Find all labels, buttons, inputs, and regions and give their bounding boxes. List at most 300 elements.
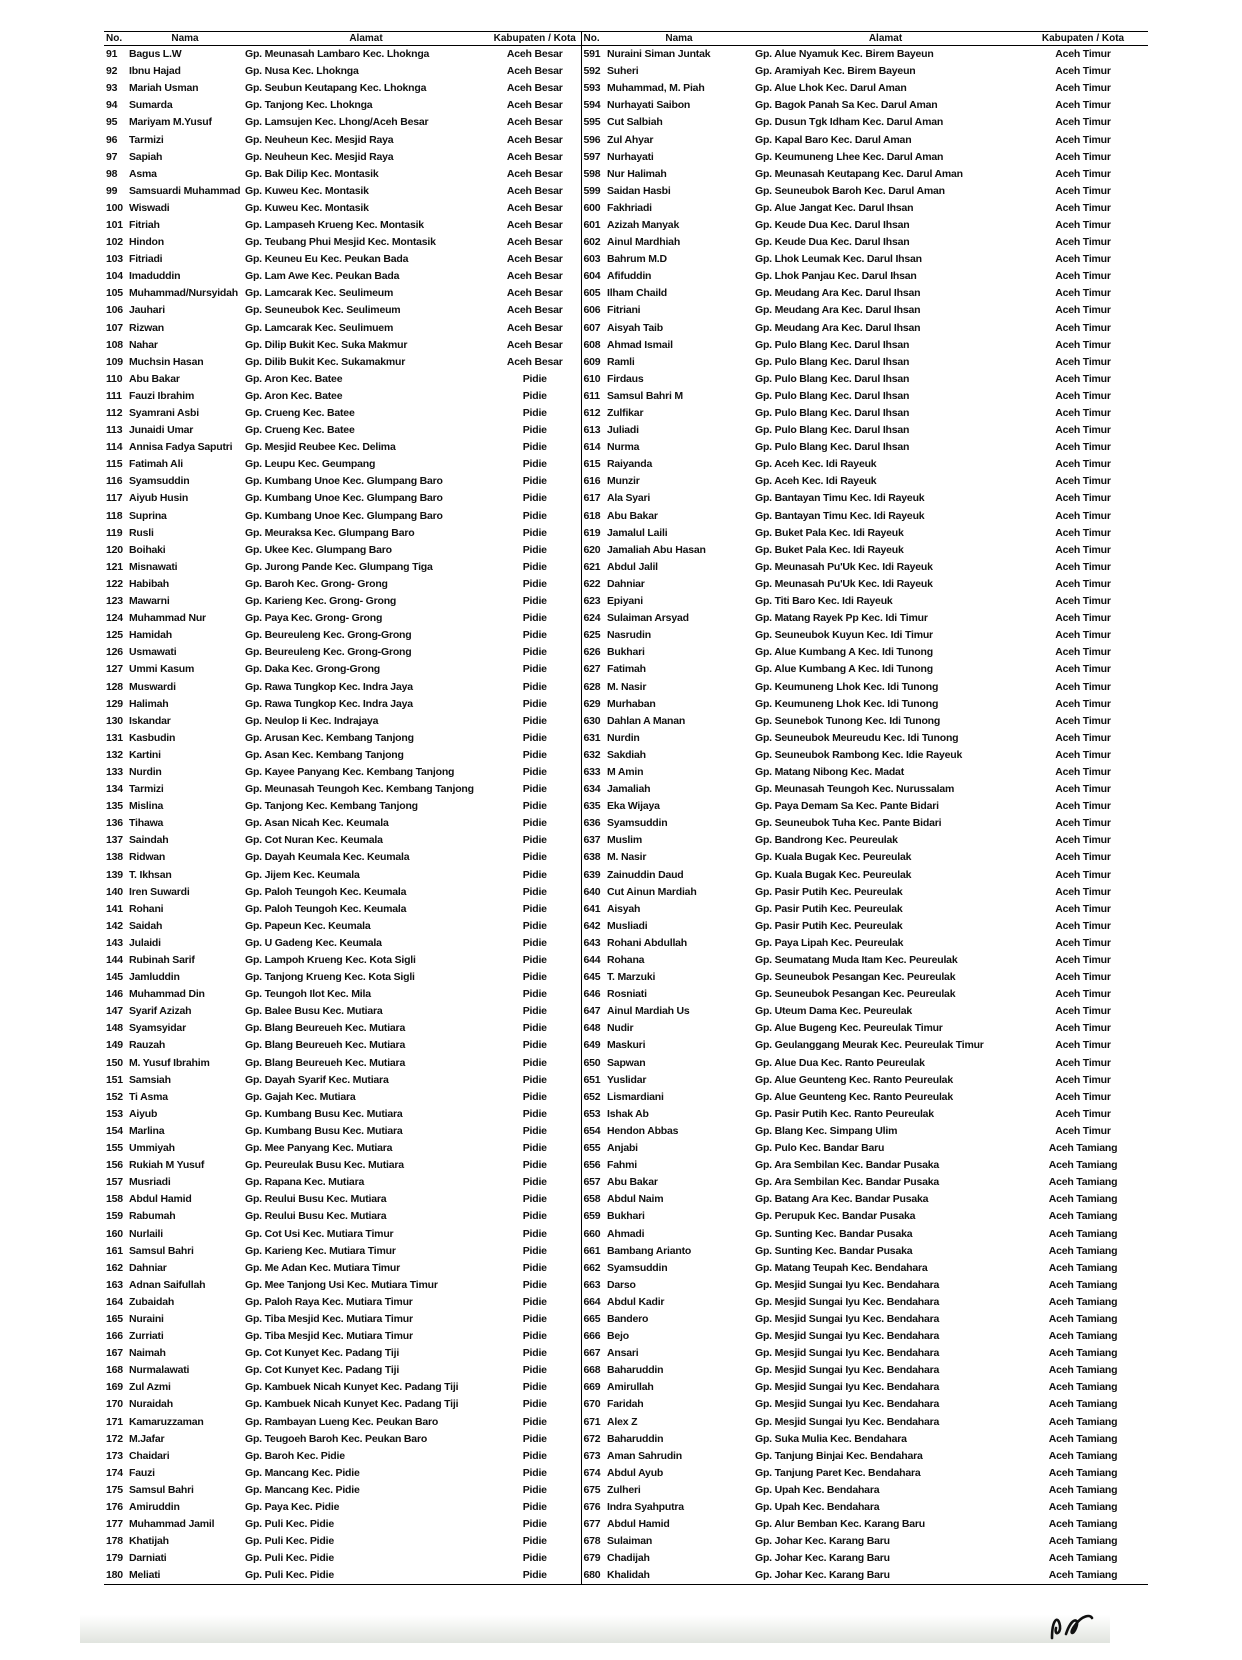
right-regency: Aceh Timur — [1055, 851, 1111, 864]
table-row — [104, 1140, 1148, 1157]
right-person-name: Baharuddin — [607, 1432, 664, 1445]
left-row-number: 132 — [106, 748, 123, 761]
left-regency: Aceh Besar — [489, 302, 581, 319]
left-regency: Aceh Besar — [489, 63, 581, 80]
right-row-number: 668 — [583, 1364, 601, 1377]
left-regency: Pidie — [489, 1311, 581, 1328]
table-row — [104, 1516, 1148, 1533]
right-row-number: 680 — [581, 1567, 605, 1585]
left-row-number: 150 — [106, 1056, 123, 1069]
left-row-number: 91 — [106, 48, 118, 61]
right-person-name: Bejo — [607, 1330, 629, 1343]
right-regency: Aceh Timur — [1055, 954, 1111, 967]
right-address: Gp. Meunasah Teungoh Kec. Nurussalam — [755, 783, 955, 796]
right-address: Gp. Alue Nyamuk Kec. Birem Bayeun — [755, 48, 934, 61]
right-address: Gp. Aceh Kec. Idi Rayeuk — [755, 475, 877, 488]
right-row-number: 606 — [583, 304, 601, 317]
table-row — [104, 1174, 1148, 1191]
right-regency: Aceh Timur — [1055, 800, 1111, 813]
right-row-number: 629 — [583, 697, 601, 710]
right-regency: Aceh Timur — [1055, 663, 1111, 676]
left-address: Gp. Rapana Kec. Mutiara — [245, 1176, 365, 1189]
right-address: Gp. Alue Kumbang A Kec. Idi Tunong — [755, 646, 933, 659]
left-person-name: Ummi Kasum — [129, 663, 195, 676]
left-row-number: 142 — [106, 919, 123, 932]
right-person-name: Bahrum M.D — [607, 253, 667, 266]
right-address: Gp. Paya Demam Sa Kec. Pante Bidari — [755, 800, 939, 813]
table-row — [104, 1294, 1148, 1311]
table-row — [104, 1037, 1148, 1054]
left-regency: Pidie — [489, 1140, 581, 1157]
left-row-number: 167 — [106, 1347, 123, 1360]
left-row-number: 174 — [106, 1466, 123, 1479]
left-row-number: 148 — [106, 1022, 123, 1035]
right-person-name: Nuraini Siman Juntak — [607, 48, 711, 61]
left-person-name: Mariah Usman — [129, 82, 199, 95]
left-address: Gp. Meunasah Teungoh Kec. Kembang Tanjong — [245, 783, 474, 796]
left-person-name: Nuraidah — [129, 1398, 173, 1411]
right-address: Gp. Alue Jangat Kec. Darul Ihsan — [755, 201, 914, 214]
right-regency: Aceh Tamiang — [1048, 1552, 1118, 1565]
right-regency: Aceh Tamiang — [1048, 1415, 1118, 1428]
right-address: Gp. Matang Nibong Kec. Madat — [755, 765, 904, 778]
right-person-name: Sulaiman Arsyad — [607, 612, 689, 625]
left-person-name: Samsul Bahri — [129, 1483, 194, 1496]
right-regency: Aceh Timur — [1055, 355, 1111, 368]
right-regency: Aceh Tamiang — [1048, 1176, 1118, 1189]
table-row — [104, 1003, 1148, 1020]
right-address: Gp. Kapal Baro Kec. Darul Aman — [755, 133, 912, 146]
right-address: Gp. Perupuk Kec. Bandar Pusaka — [755, 1210, 916, 1223]
right-regency: Aceh Tamiang — [1048, 1159, 1118, 1172]
right-row-number: 620 — [583, 543, 601, 556]
right-address: Gp. Alue Kumbang A Kec. Idi Tunong — [755, 663, 933, 676]
right-person-name: Baharuddin — [607, 1364, 664, 1377]
left-address: Gp. Cot Usi Kec. Mutiara Timur — [245, 1227, 394, 1240]
right-address: Gp. Buket Pala Kec. Idi Rayeuk — [755, 526, 904, 539]
right-address: Gp. Tanjung Binjai Kec. Bendahara — [755, 1449, 923, 1462]
left-row-number: 135 — [106, 800, 123, 813]
right-person-name: Fahmi — [607, 1159, 637, 1172]
right-person-name: Nur Halimah — [607, 167, 667, 180]
left-person-name: Aiyub Husin — [129, 492, 189, 505]
left-regency: Pidie — [489, 439, 581, 456]
right-row-number: 594 — [583, 99, 601, 112]
right-row-number: 600 — [583, 201, 601, 214]
left-person-name: Naimah — [129, 1347, 166, 1360]
table-row — [104, 268, 1148, 285]
right-row-number: 630 — [583, 714, 601, 727]
table-row — [104, 1191, 1148, 1208]
left-person-name: Junaidi Umar — [129, 424, 194, 437]
right-row-number: 616 — [583, 475, 601, 488]
left-person-name: Syamsyidar — [129, 1022, 186, 1035]
left-row-number: 141 — [106, 902, 123, 915]
right-person-name: Abdul Kadir — [607, 1295, 665, 1308]
table-row — [104, 46, 1148, 64]
left-row-number: 177 — [106, 1518, 123, 1531]
right-regency: Aceh Tamiang — [1048, 1278, 1118, 1291]
left-address: Gp. Cot Kunyet Kec. Padang Tiji — [245, 1347, 400, 1360]
right-regency: Aceh Timur — [1055, 612, 1111, 625]
left-person-name: Rauzah — [129, 1039, 166, 1052]
left-person-name: Nurdin — [129, 765, 162, 778]
table-row — [104, 849, 1148, 866]
left-regency: Aceh Besar — [489, 149, 581, 166]
left-person-name: Julaidi — [129, 936, 161, 949]
right-address: Gp. Seuneubok Pesangan Kec. Peureulak — [755, 988, 956, 1001]
left-row-number: 94 — [106, 99, 118, 112]
left-row-number: 120 — [106, 543, 123, 556]
left-regency: Pidie — [489, 713, 581, 730]
right-person-name: Bukhari — [607, 1210, 645, 1223]
left-person-name: Iren Suwardi — [129, 885, 190, 898]
left-regency: Pidie — [489, 747, 581, 764]
right-address: Gp. Meunasah Keutapang Kec. Darul Aman — [755, 167, 963, 180]
right-row-number: 650 — [583, 1056, 601, 1069]
left-row-number: 99 — [106, 184, 118, 197]
right-person-name: Abu Bakar — [607, 509, 658, 522]
right-person-name: Bambang Arianto — [607, 1244, 692, 1257]
left-address: Gp. Kayee Panyang Kec. Kembang Tanjong — [245, 765, 455, 778]
right-person-name: Ishak Ab — [607, 1107, 649, 1120]
left-person-name: Nurlaili — [129, 1227, 163, 1240]
left-person-name: Fatimah Ali — [129, 458, 184, 471]
right-address: Gp. Seuneubok Meureudu Kec. Idi Tunong — [755, 731, 959, 744]
table-row — [104, 935, 1148, 952]
left-regency: Pidie — [489, 508, 581, 525]
left-row-number: 161 — [106, 1244, 123, 1257]
right-regency: Aceh Timur — [1055, 1090, 1111, 1103]
left-row-number: 124 — [106, 612, 123, 625]
right-address: Gp. Alue Geunteng Kec. Ranto Peureulak — [755, 1090, 953, 1103]
left-row-number: 152 — [106, 1090, 123, 1103]
table-row — [104, 1106, 1148, 1123]
right-person-name: Firdaus — [607, 372, 644, 385]
right-regency: Aceh Tamiang — [1048, 1227, 1118, 1240]
right-address: Gp. Mesjid Sungai Iyu Kec. Bendahara — [755, 1415, 940, 1428]
left-person-name: Nahar — [129, 338, 158, 351]
right-address: Gp. Meudang Ara Kec. Darul Ihsan — [755, 321, 921, 334]
table-row — [104, 320, 1148, 337]
table-row — [104, 217, 1148, 234]
right-address: Gp. Seuneubok Kuyun Kec. Idi Timur — [755, 629, 933, 642]
left-row-number: 173 — [106, 1449, 123, 1462]
left-person-name: Darniati — [129, 1552, 167, 1565]
left-person-name: Marlina — [129, 1124, 165, 1137]
left-address: Gp. Dayah Syarif Kec. Mutiara — [245, 1073, 389, 1086]
left-row-number: 131 — [106, 731, 123, 744]
right-regency: Aceh Timur — [1055, 218, 1111, 231]
left-regency: Aceh Besar — [489, 354, 581, 371]
table-row — [104, 1260, 1148, 1277]
document-sheet — [104, 31, 1148, 1585]
table-row — [104, 867, 1148, 884]
left-address: Gp. Teugoeh Baroh Kec. Peukan Baro — [245, 1432, 428, 1445]
right-row-number: 632 — [583, 748, 601, 761]
right-regency: Aceh Timur — [1055, 82, 1111, 95]
left-address: Gp. Neulop Ii Kec. Indrajaya — [245, 714, 379, 727]
left-address: Gp. Puli Kec. Pidie — [243, 1567, 489, 1585]
right-regency: Aceh Timur — [1055, 680, 1111, 693]
left-row-number: 134 — [106, 783, 123, 796]
left-address: Gp. Teubang Phui Mesjid Kec. Montasik — [245, 236, 436, 249]
left-person-name: Dahniar — [129, 1261, 167, 1274]
table-row — [104, 901, 1148, 918]
left-person-name: Amiruddin — [129, 1501, 180, 1514]
right-regency: Aceh Tamiang — [1048, 1210, 1118, 1223]
right-row-number: 675 — [583, 1483, 601, 1496]
right-person-name: M. Nasir — [607, 680, 647, 693]
left-regency: Pidie — [489, 696, 581, 713]
left-row-number: 95 — [106, 116, 118, 129]
left-person-name: Jamluddin — [129, 971, 180, 984]
left-regency: Pidie — [489, 1533, 581, 1550]
right-regency: Aceh Tamiang — [1048, 1193, 1118, 1206]
right-row-number: 662 — [583, 1261, 601, 1274]
right-regency: Aceh Timur — [1055, 834, 1111, 847]
left-row-number: 166 — [106, 1330, 123, 1343]
right-row-number: 619 — [583, 526, 601, 539]
right-row-number: 633 — [583, 765, 601, 778]
left-address: Gp. Mancang Kec. Pidie — [245, 1483, 360, 1496]
left-regency: Pidie — [489, 1550, 581, 1567]
left-row-number: 107 — [106, 321, 123, 334]
right-person-name: Fitriani — [607, 304, 641, 317]
left-person-name: Samsiah — [129, 1073, 171, 1086]
left-address: Gp. Beureuleng Kec. Grong-Grong — [245, 646, 412, 659]
left-address: Gp. Reului Busu Kec. Mutiara — [245, 1210, 387, 1223]
right-person-name: Nurma — [607, 441, 640, 454]
right-regency: Aceh Timur — [1055, 902, 1111, 915]
left-person-name: Mislina — [129, 800, 164, 813]
table-row — [104, 713, 1148, 730]
left-address: Gp. Paya Kec. Grong- Grong — [245, 612, 383, 625]
left-address: Gp. Paya Kec. Pidie — [245, 1501, 340, 1514]
left-row-number: 146 — [106, 988, 123, 1001]
left-address: Gp. Blang Beureueh Kec. Mutiara — [245, 1022, 406, 1035]
left-regency: Pidie — [489, 730, 581, 747]
recipient-table — [104, 31, 1148, 1585]
left-regency: Pidie — [489, 832, 581, 849]
left-row-number: 112 — [106, 407, 123, 420]
left-address: Gp. Ukee Kec. Glumpang Baro — [245, 543, 392, 556]
right-address: Gp. Kuala Bugak Kec. Peureulak — [755, 868, 912, 881]
right-regency: Aceh Tamiang — [1048, 1501, 1118, 1514]
right-person-name: Syamsuddin — [607, 1261, 668, 1274]
right-person-name: Jamalul Laili — [607, 526, 668, 539]
left-regency: Pidie — [489, 456, 581, 473]
left-regency: Pidie — [489, 1123, 581, 1140]
left-person-name: Ummiyah — [129, 1142, 175, 1155]
right-address: Gp. Aceh Kec. Idi Rayeuk — [755, 458, 877, 471]
left-address: Gp. Tiba Mesjid Kec. Mutiara Timur — [245, 1330, 413, 1343]
right-address: Gp. Mesjid Sungai Iyu Kec. Bendahara — [755, 1278, 940, 1291]
left-person-name: Muhammad Nur — [129, 612, 206, 625]
right-person-name: Sapwan — [607, 1056, 646, 1069]
left-row-number: 97 — [106, 150, 118, 163]
table-row — [104, 832, 1148, 849]
right-person-name: Amirullah — [607, 1381, 654, 1394]
right-row-number: 670 — [583, 1398, 601, 1411]
left-person-name: Muhammad Din — [129, 988, 205, 1001]
right-person-name: Ilham Chaild — [607, 287, 668, 300]
left-address: Gp. Karieng Kec. Mutiara Timur — [245, 1244, 396, 1257]
right-address: Gp. Seuneubok Baroh Kec. Darul Aman — [755, 184, 945, 197]
right-person-name: Dahlan A Manan — [607, 714, 686, 727]
right-address: Gp. Keude Dua Kec. Darul Ihsan — [755, 236, 910, 249]
right-regency: Aceh Timur — [1055, 714, 1111, 727]
right-regency: Aceh Tamiang — [1048, 1142, 1118, 1155]
right-person-name: Samsul Bahri M — [607, 389, 683, 402]
left-regency: Pidie — [489, 1345, 581, 1362]
right-row-number: 610 — [583, 372, 601, 385]
table-row — [104, 542, 1148, 559]
left-address: Gp. Crueng Kec. Batee — [245, 424, 355, 437]
left-row-number: 93 — [106, 82, 118, 95]
left-person-name: Kamaruzzaman — [129, 1415, 204, 1428]
left-address: Gp. Kumbang Busu Kec. Mutiara — [245, 1124, 403, 1137]
right-address: Gp. Pulo Blang Kec. Darul Ihsan — [755, 338, 910, 351]
right-row-number: 674 — [583, 1466, 601, 1479]
left-address: Gp. Gajah Kec. Mutiara — [245, 1090, 356, 1103]
right-row-number: 657 — [583, 1176, 601, 1189]
right-row-number: 652 — [583, 1090, 601, 1103]
left-regency: Pidie — [489, 1567, 581, 1585]
left-row-number: 179 — [106, 1552, 123, 1565]
table-row — [104, 251, 1148, 268]
right-person-name: Aman Sahrudin — [607, 1449, 682, 1462]
left-address: Gp. Aron Kec. Batee — [245, 389, 343, 402]
left-address: Gp. Neuheun Kec. Mesjid Raya — [245, 133, 394, 146]
left-person-name: Mariyam M.Yusuf — [129, 116, 212, 129]
right-row-number: 617 — [583, 492, 601, 505]
left-row-number: 92 — [106, 65, 118, 78]
left-regency: Pidie — [489, 1465, 581, 1482]
right-address: Gp. Mesjid Sungai Iyu Kec. Bendahara — [755, 1312, 940, 1325]
left-person-name: Suprina — [129, 509, 167, 522]
header-no-right: No. — [581, 32, 605, 46]
left-regency: Aceh Besar — [489, 234, 581, 251]
left-address: Gp. Blang Beureueh Kec. Mutiara — [245, 1039, 406, 1052]
left-person-name: Abu Bakar — [129, 372, 180, 385]
right-person-name: Cut Ainun Mardiah — [607, 885, 697, 898]
table-row — [104, 1396, 1148, 1413]
left-address: Gp. Teungoh Ilot Kec. Mila — [245, 988, 371, 1001]
right-person-name: Muhammad, M. Piah — [607, 82, 705, 95]
right-person-name: Darso — [607, 1278, 636, 1291]
right-row-number: 597 — [583, 150, 601, 163]
left-regency: Pidie — [489, 969, 581, 986]
left-regency: Pidie — [489, 405, 581, 422]
table-row — [104, 1243, 1148, 1260]
left-person-name: Muhammad/Nursyidah — [129, 287, 239, 300]
table-row — [104, 1089, 1148, 1106]
table-row — [104, 1465, 1148, 1482]
left-regency: Pidie — [489, 661, 581, 678]
right-address: Gp. Meunasah Pu'Uk Kec. Idi Rayeuk — [755, 560, 933, 573]
table-row — [104, 508, 1148, 525]
right-row-number: 679 — [583, 1552, 601, 1565]
right-row-number: 655 — [583, 1142, 601, 1155]
left-regency: Pidie — [489, 576, 581, 593]
right-address: Gp. Geulanggang Meurak Kec. Peureulak Timur — [755, 1039, 984, 1052]
right-regency: Aceh Timur — [1055, 424, 1111, 437]
right-regency: Aceh Timur — [1055, 1056, 1111, 1069]
left-address: Gp. Lampaseh Krueng Kec. Montasik — [245, 218, 424, 231]
right-person-name: Nurdin — [607, 731, 640, 744]
right-address: Gp. Pasir Putih Kec. Ranto Peureulak — [755, 1107, 934, 1120]
right-row-number: 651 — [583, 1073, 601, 1086]
left-address: Gp. Kumbang Unoe Kec. Glumpang Baro — [245, 475, 443, 488]
left-row-number: 176 — [106, 1501, 123, 1514]
right-regency: Aceh Timur — [1055, 543, 1111, 556]
right-regency: Aceh Timur — [1055, 1022, 1111, 1035]
left-address: Gp. Kumbang Busu Kec. Mutiara — [245, 1107, 403, 1120]
left-person-name: Iskandar — [129, 714, 171, 727]
right-person-name: Saidan Hasbi — [607, 184, 671, 197]
right-row-number: 677 — [583, 1518, 601, 1531]
right-address: Gp. Pulo Kec. Bandar Baru — [755, 1142, 885, 1155]
left-regency: Pidie — [489, 867, 581, 884]
left-row-number: 121 — [106, 560, 123, 573]
table-row — [104, 884, 1148, 901]
left-person-name: Tarmizi — [129, 133, 164, 146]
table-row — [104, 1328, 1148, 1345]
left-address: Gp. Neuheun Kec. Mesjid Raya — [245, 150, 394, 163]
right-row-number: 638 — [583, 851, 601, 864]
right-person-name: Fakhriadi — [607, 201, 652, 214]
right-regency: Aceh Tamiang — [1048, 1330, 1118, 1343]
left-row-number: 178 — [106, 1535, 123, 1548]
right-regency: Aceh Timur — [1055, 133, 1111, 146]
left-regency: Pidie — [489, 1208, 581, 1225]
right-person-name: Ramli — [607, 355, 635, 368]
left-person-name: Halimah — [129, 697, 169, 710]
right-regency: Aceh Timur — [1055, 407, 1111, 420]
left-regency: Pidie — [489, 764, 581, 781]
left-row-number: 163 — [106, 1278, 123, 1291]
right-person-name: Afifuddin — [607, 270, 652, 283]
table-row — [104, 1379, 1148, 1396]
left-address: Gp. Kumbang Unoe Kec. Glumpang Baro — [245, 492, 443, 505]
table-row — [104, 490, 1148, 507]
left-row-number: 128 — [106, 680, 123, 693]
left-address: Gp. Mancang Kec. Pidie — [245, 1466, 360, 1479]
left-person-name: Fauzi — [129, 1466, 155, 1479]
left-regency: Pidie — [489, 1003, 581, 1020]
right-address: Gp. Kuala Bugak Kec. Peureulak — [755, 851, 912, 864]
left-person-name: Syamsuddin — [129, 475, 190, 488]
right-address: Gp. Alue Geunteng Kec. Ranto Peureulak — [755, 1073, 953, 1086]
left-regency: Aceh Besar — [489, 251, 581, 268]
right-row-number: 602 — [583, 236, 601, 249]
left-regency: Pidie — [489, 1072, 581, 1089]
right-row-number: 592 — [583, 65, 601, 78]
right-regency: Aceh Timur — [1055, 372, 1111, 385]
left-row-number: 126 — [106, 646, 123, 659]
right-person-name: Nasrudin — [607, 629, 651, 642]
right-row-number: 599 — [583, 184, 601, 197]
right-address: Gp. Pasir Putih Kec. Peureulak — [755, 885, 903, 898]
right-person-name: Eka Wijaya — [607, 800, 660, 813]
left-address: Gp. Reului Busu Kec. Mutiara — [245, 1193, 387, 1206]
right-row-number: 656 — [583, 1159, 601, 1172]
left-row-number: 111 — [106, 389, 122, 402]
left-address: Gp. Me Adan Kec. Mutiara Timur — [245, 1261, 401, 1274]
left-regency: Aceh Besar — [489, 183, 581, 200]
table-row — [104, 1277, 1148, 1294]
